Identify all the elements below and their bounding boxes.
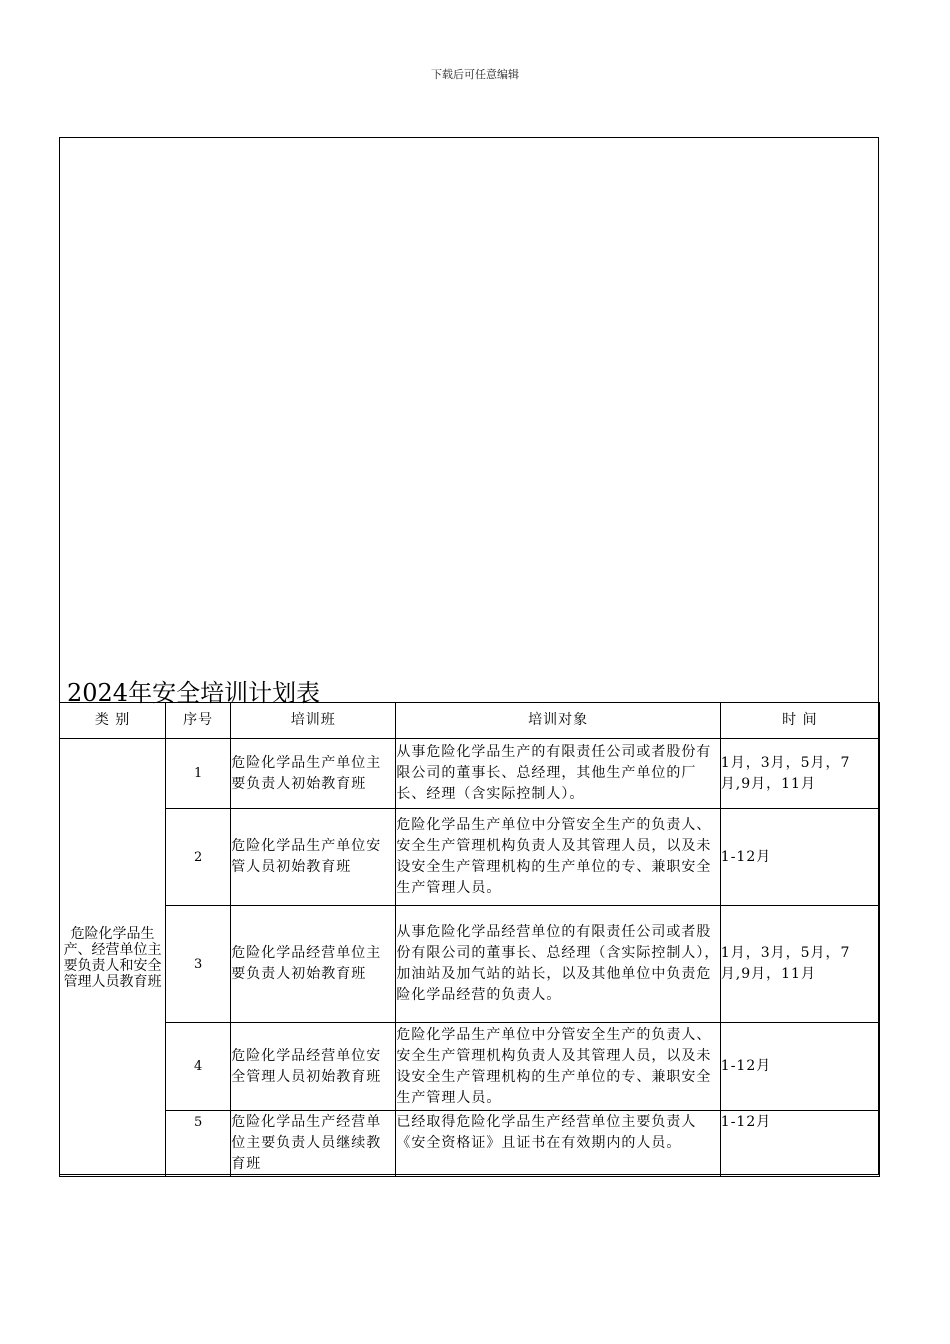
table-row: [60, 809, 880, 906]
row-number: 1: [166, 739, 231, 809]
table-row: [60, 1023, 880, 1111]
training-target: 危险化学品生产单位中分管安全生产的负责人、安全生产管理机构负责人及其管理人员，以及未设安全生产管理机构的生产单位的专、兼职安全生产管理人员。: [396, 1023, 720, 1111]
row-number: 2: [166, 809, 231, 906]
row-number: 3: [166, 906, 231, 1023]
training-time: 1-12月: [720, 1023, 879, 1111]
page-title: 2024年安全培训计划表: [67, 679, 321, 707]
training-target: 危险化学品生产单位中分管安全生产的负责人、安全生产管理机构负责人及其管理人员，以及未设安全生产管理机构的生产单位的专、兼职安全生产管理人员。: [396, 809, 720, 906]
column-header-target: 培训对象: [396, 703, 720, 739]
table-row: [60, 1111, 880, 1177]
column-header-category: 类 别: [60, 703, 166, 739]
table-row: [60, 906, 880, 1023]
category-cell: 危险化学品生产、经营单位主要负责人和安全管理人员教育班: [60, 739, 166, 1177]
column-header-time: 时 间: [720, 703, 879, 739]
training-time: 1月，3月，5月，7月,9月，11月: [720, 906, 879, 1023]
training-class: 危险化学品生产经营单位主要负责人员继续教育班: [231, 1111, 396, 1177]
training-class: 危险化学品经营单位主要负责人初始教育班: [231, 906, 396, 1023]
header-note: 下载后可任意编辑: [431, 68, 519, 81]
training-time: 1-12月: [720, 809, 879, 906]
table-header-row: [60, 703, 880, 739]
row-number: 4: [166, 1023, 231, 1111]
training-target: 从事危险化学品生产的有限责任公司或者股份有限公司的董事长、总经理，其他生产单位的厂长、经理（含实际控制人）。: [396, 739, 720, 809]
row-number: 5: [166, 1111, 231, 1177]
column-header-class: 培训班: [231, 703, 396, 739]
training-class: 危险化学品生产单位主要负责人初始教育班: [231, 739, 396, 809]
training-target: 从事危险化学品经营单位的有限责任公司或者股份有限公司的董事长、总经理（含实际控制人），加油站及加气站的站长，以及其他单位中负责危险化学品经营的负责人。: [396, 906, 720, 1023]
column-header-number: 序号: [166, 703, 231, 739]
training-plan-table: [59, 702, 880, 1177]
training-class: 危险化学品生产单位安管人员初始教育班: [231, 809, 396, 906]
table-row: [60, 739, 880, 809]
training-time: 1月，3月，5月，7月,9月，11月: [720, 739, 879, 809]
training-target: 已经取得危险化学品生产经营单位主要负责人《安全资格证》且证书在有效期内的人员。: [396, 1111, 720, 1177]
training-class: 危险化学品经营单位安全管理人员初始教育班: [231, 1023, 396, 1111]
training-time: 1-12月: [720, 1111, 879, 1177]
